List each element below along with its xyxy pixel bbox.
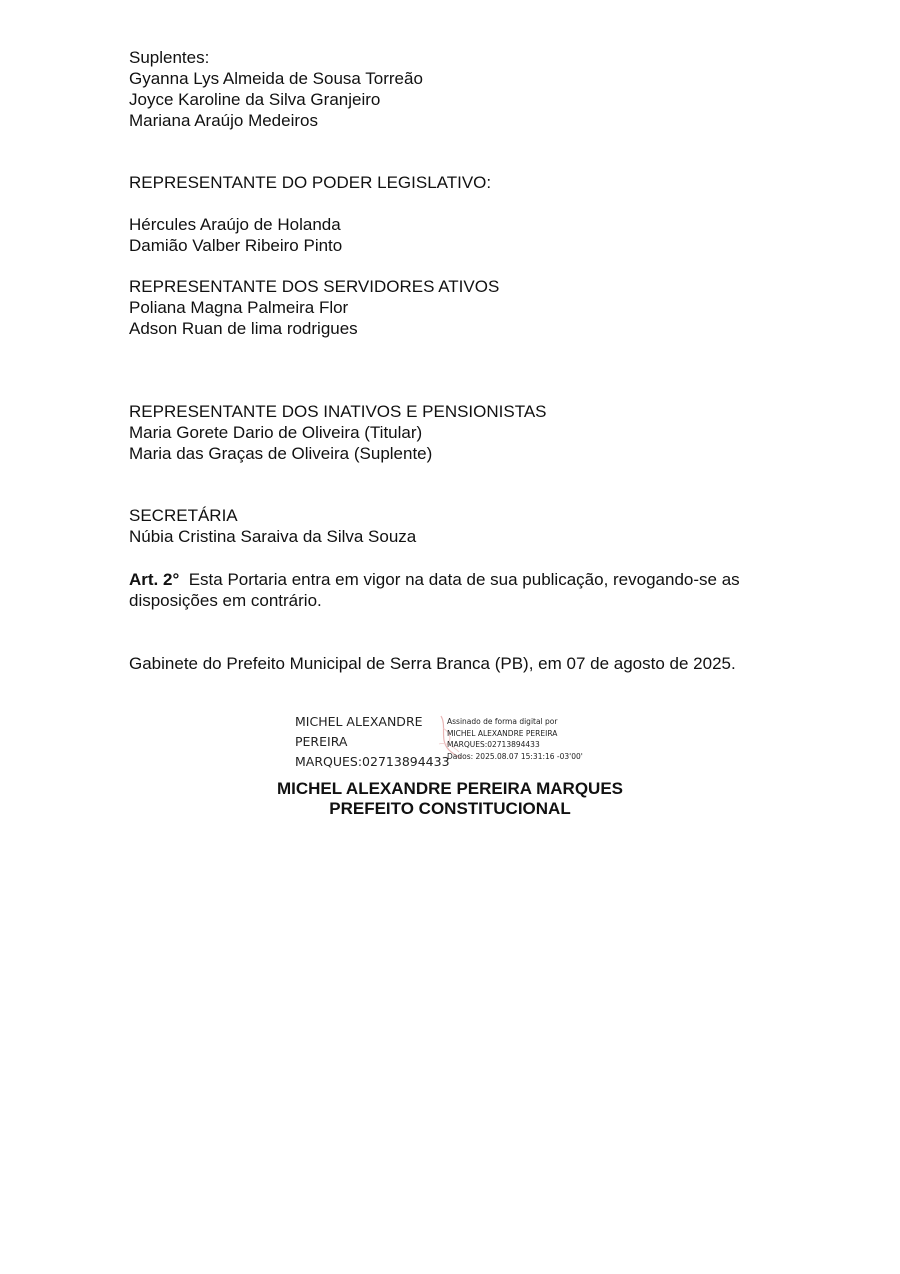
legislative-heading: REPRESENTANTE DO PODER LEGISLATIVO: xyxy=(129,173,492,192)
digital-signature xyxy=(295,712,615,768)
inactive-pensioner-name: Maria Gorete Dario de Oliveira (Titular) xyxy=(129,423,423,442)
closing-line: Gabinete do Prefeito Municipal de Serra Branca (PB), em 07 de agosto de 2025. xyxy=(129,654,736,673)
substitute-name: Joyce Karoline da Silva Granjeiro xyxy=(129,90,381,109)
signature-detail-line: Assinado de forma digital por xyxy=(447,717,558,726)
substitute-name: Mariana Araújo Medeiros xyxy=(129,111,318,130)
signature-details xyxy=(447,716,583,762)
active-server-name: Adson Ruan de lima rodrigues xyxy=(129,319,358,338)
signature-name-line: PEREIRA xyxy=(295,734,348,749)
substitute-name: Gyanna Lys Almeida de Sousa Torreão xyxy=(129,69,423,88)
secretary-name: Núbia Cristina Saraiva da Silva Souza xyxy=(129,527,417,546)
inactive-pensioner-name: Maria das Graças de Oliveira (Suplente) xyxy=(129,444,433,463)
article-label: Art. 2° xyxy=(129,570,180,589)
inactive-pensioners-heading: REPRESENTANTE DOS INATIVOS E PENSIONISTAS xyxy=(129,402,547,421)
signature-detail-line: MARQUES:02713894433 xyxy=(447,740,540,749)
signature-name-block xyxy=(295,712,450,772)
substitutes-label: Suplentes: xyxy=(129,48,210,67)
article-text: Esta Portaria entra em vigor na data de sua publicação, revogando-se as disposições em contrário. xyxy=(129,570,740,610)
signature-detail-line: Dados: 2025.08.07 15:31:16 -03'00' xyxy=(447,751,583,761)
legislative-name: Damião Valber Ribeiro Pinto xyxy=(129,236,343,255)
active-server-name: Poliana Magna Palmeira Flor xyxy=(129,298,349,317)
active-servers-heading: REPRESENTANTE DOS SERVIDORES ATIVOS xyxy=(129,277,500,296)
signature-name-line: MICHEL ALEXANDRE xyxy=(295,714,423,729)
signature-name-line: MARQUES:02713894433 xyxy=(295,754,450,769)
legislative-name: Hércules Araújo de Holanda xyxy=(129,215,341,234)
article-paragraph xyxy=(129,569,789,611)
signatory-title: PREFEITO CONSTITUCIONAL xyxy=(329,799,571,818)
secretary-heading: SECRETÁRIA xyxy=(129,506,238,525)
signatory-name: MICHEL ALEXANDRE PEREIRA MARQUES xyxy=(276,779,623,798)
signature-detail-line: MICHEL ALEXANDRE PEREIRA xyxy=(447,728,558,738)
